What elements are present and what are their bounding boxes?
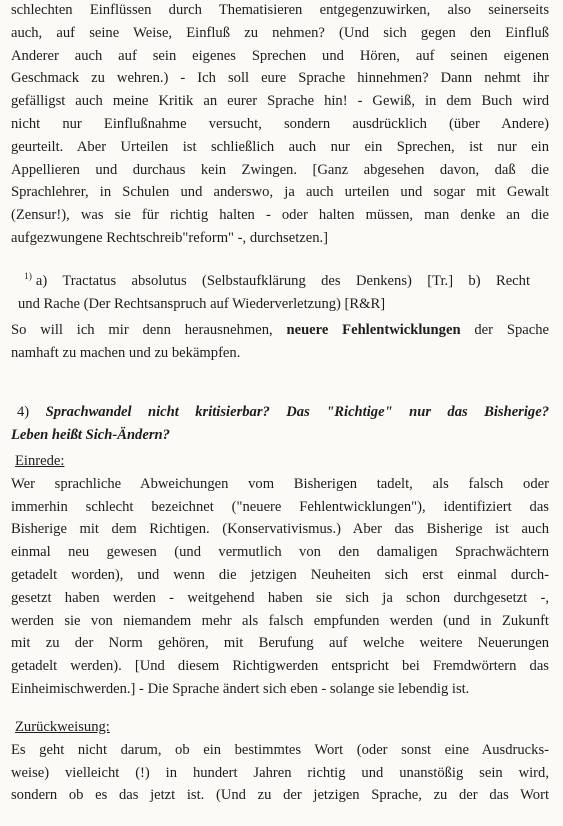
text-line: mit zu der Norm gehören, mit Berufung auf welche weitere Neuerungen: [11, 635, 549, 652]
text-line: schlechten Einflüssen durch Thematisieren entgegenzuwirken, also seinerseits: [11, 2, 549, 18]
paragraph-influence: [11, 0, 549, 250]
text-line: gesetzt haben werden - weitgehend haben sie sich ja schon durchgesetzt -,: [11, 589, 549, 606]
text-line: getadelt werden). [Und diesem Richtigwerden entspricht bei Fremdwörtern das: [11, 658, 549, 675]
text-line: (Zensur!), was sie für richtig halten - oder halten müssen, man denke an die: [11, 207, 549, 224]
text-line: geurteilt. Aber Urteilen ist schließlich auch nur ein Sprechen, ist nur ein: [11, 138, 549, 155]
section-number: 4): [17, 404, 46, 420]
text-line: namhaft zu machen und zu bekämpfen.: [11, 344, 241, 361]
text-line: Einheimischwerden.] - Die Sprache ändert sich eben - solange sie lebendig ist.: [11, 680, 470, 697]
zurueckweisung-section: [11, 716, 549, 807]
footnote-marker: 1): [24, 272, 32, 282]
text-line: Wer sprachliche Abweichungen vom Bisherigen tadelt, als falsch oder: [11, 475, 549, 492]
footnote-line: und Rache (Der Rechtsanspruch auf Wiederverletzung) [R&R]: [18, 296, 386, 312]
paragraph-fehlentwicklungen: [11, 319, 549, 365]
text-segment: der Spache: [460, 322, 549, 338]
footnote: [18, 266, 530, 316]
text-line: [11, 319, 549, 342]
text-line: Es geht nicht darum, ob ein bestimmtes Wort (oder sonst eine Ausdrucks-: [11, 741, 549, 758]
text-line: Anderer auch auf sein eigenes Sprechen und Hören, auf seinen eigenen: [11, 47, 549, 64]
text-line: einmal neu gewesen (und vermutlich von den damaligen Sprachwächtern: [11, 544, 549, 561]
text-line: Sprachlehrer, in Schulen und anderswo, ja auch urteilen und sogar mit Gewalt: [11, 184, 549, 201]
text-line: Geschmack zu wehren.) - Ich soll eure Sprache hinnehmen? Dann nehmt ihr: [11, 70, 549, 87]
text-line: immerhin schlecht bezeichnet ("neuere Fehlentwicklungen"), identifiziert das: [11, 498, 549, 515]
text-line: aufgezwungene Rechtschreib"reform" -, durchsetzen.]: [11, 229, 329, 246]
text-segment: So will ich mir denn herausnehmen,: [11, 322, 287, 338]
text-line: werden sie von niemandem mehr als falsch empfunden werden (und in Zukunft: [11, 612, 549, 629]
section-title: Sprachwandel nicht kritisierbar? Das "Richtige" nur das Bisherige?: [45, 404, 549, 420]
section-4-heading: [11, 401, 549, 447]
text-line: auch, auf seine Weise, Einfluß zu nehmen? (Und sich gegen den Einfluß: [11, 24, 549, 41]
text-line: Appellieren und durchaus kein Zwingen. [Ganz abgesehen davon, daß die: [11, 161, 549, 178]
text-line: weise) vielleicht (!) in hundert Jahren richtig und unanstößig sein wird,: [11, 764, 549, 781]
text-line: gefälligst auch meine Kritik an eurer Sprache hin! - Gewiß, in dem Buch wird: [11, 93, 549, 110]
text-line: nicht nur Einflußnahme versucht, sondern ausdrücklich (über Andere): [11, 115, 549, 132]
footnote-text: a) Tractatus absolutus (Selbstaufklärung des Denkens) [Tr.] b) Recht: [35, 273, 530, 289]
heading-line: Leben heißt Sich-Ändern?: [11, 426, 170, 443]
heading-line: [11, 401, 549, 424]
text-line: sondern ob es das jetzt ist. (Und zu der jetzigen Sprache, zu der das Wort: [11, 787, 549, 804]
footnote-line: [18, 266, 530, 293]
bold-phrase: neuere Fehlentwicklungen: [286, 322, 461, 338]
einrede-section: [11, 450, 549, 701]
text-line: Bisherige mit dem Richtigen. (Konservativismus.) Aber das Bisherige ist auch: [11, 521, 549, 538]
text-line: getadelt worden), und wenn die jetzigen Neuheiten sich erst einmal durch-: [11, 566, 549, 583]
zurueckweisung-label: Zurückweisung:: [15, 719, 110, 735]
einrede-label: Einrede:: [15, 453, 65, 469]
